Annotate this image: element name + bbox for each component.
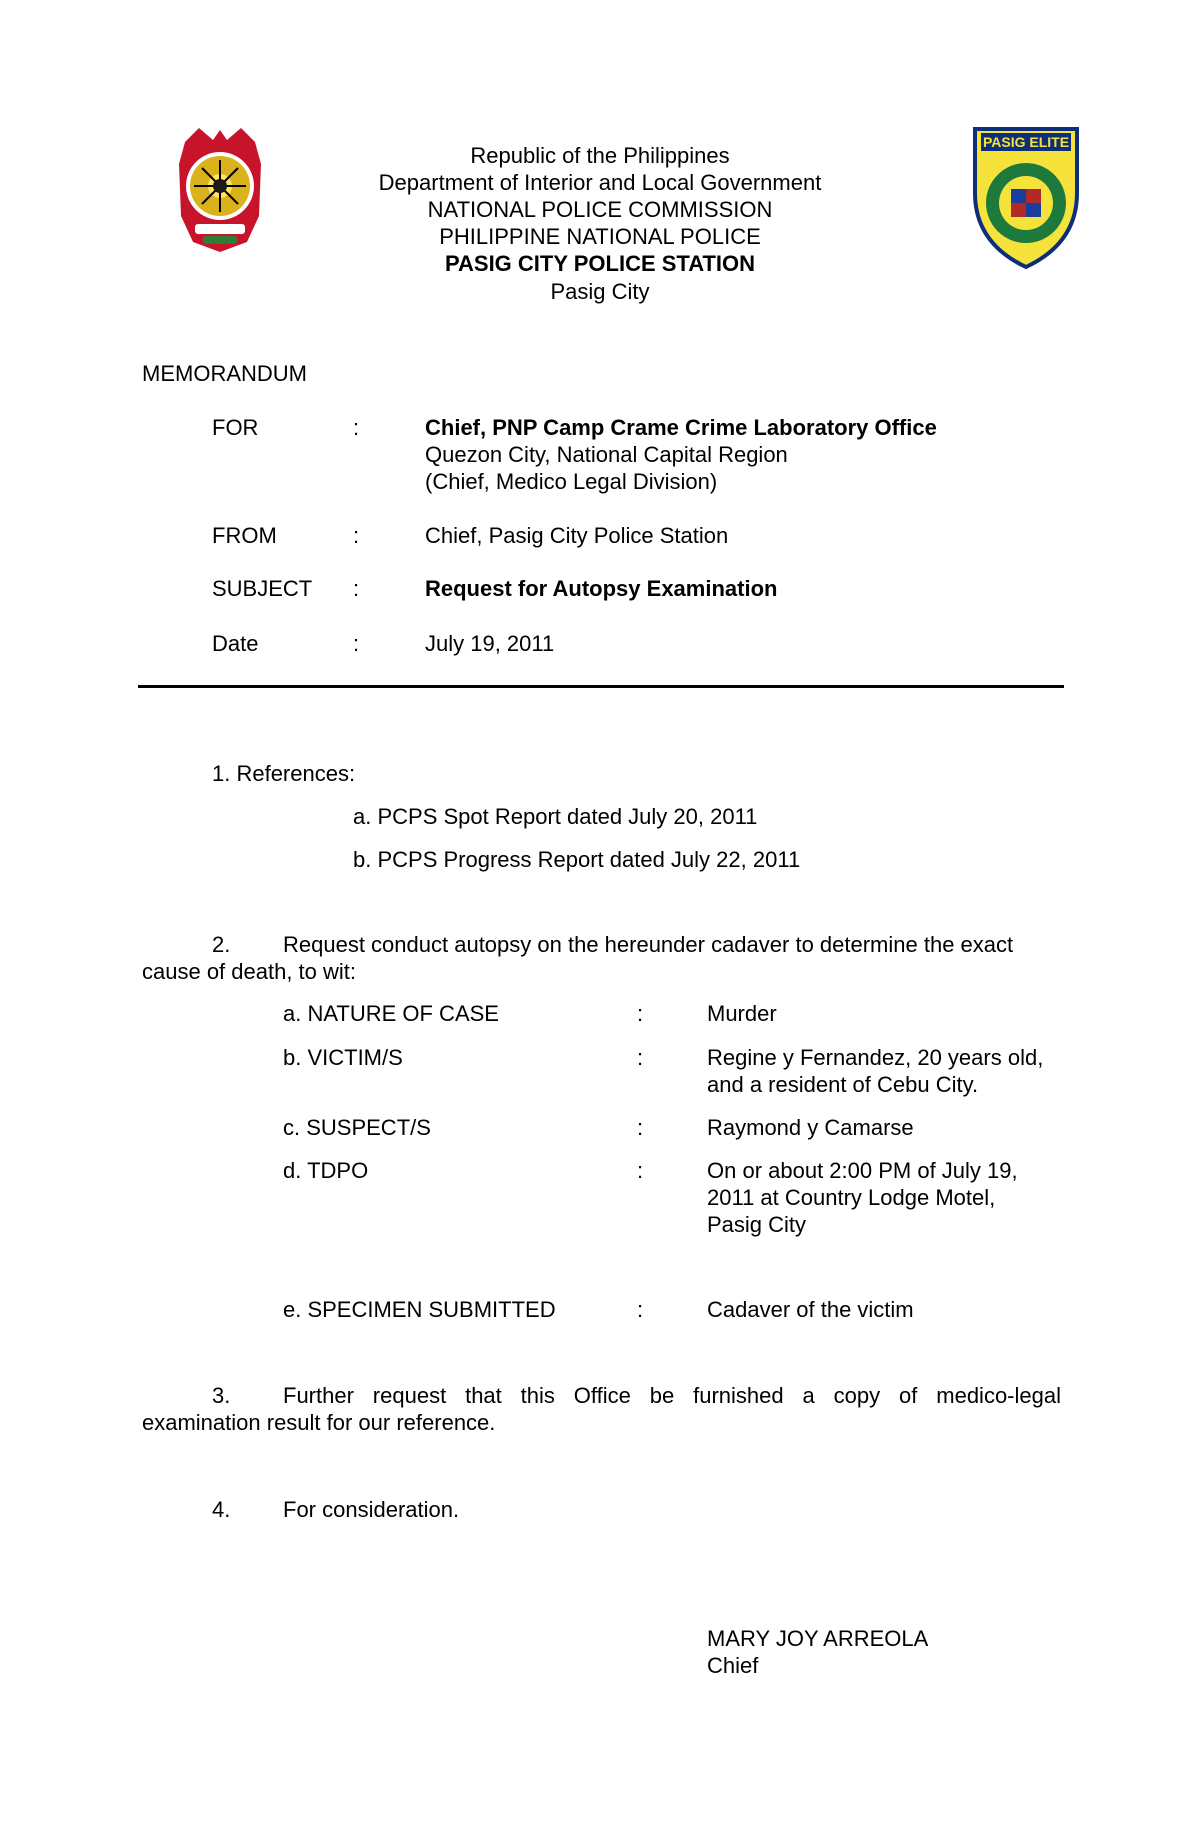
for-division: (Chief, Medico Legal Division) bbox=[425, 469, 718, 494]
item-suspect-colon: : bbox=[637, 1115, 644, 1140]
paragraph-3-line-2: examination result for our reference. bbox=[142, 1410, 496, 1435]
item-nature-colon: : bbox=[637, 1001, 644, 1026]
from-colon: : bbox=[353, 523, 360, 548]
item-nature-value: Murder bbox=[707, 1001, 777, 1026]
item-tdpo-label: d. TDPO bbox=[283, 1158, 369, 1183]
signatory-name: MARY JOY ARREOLA bbox=[707, 1626, 929, 1651]
reference-b: b. PCPS Progress Report dated July 22, 2011 bbox=[353, 847, 801, 872]
item-suspect-value: Raymond y Camarse bbox=[707, 1115, 914, 1140]
paragraph-2-line-2: cause of death, to wit: bbox=[142, 959, 357, 984]
header-station: PASIG CITY POLICE STATION bbox=[444, 251, 756, 276]
subject-label: SUBJECT bbox=[212, 576, 313, 601]
item-specimen-label: e. SPECIMEN SUBMITTED bbox=[283, 1297, 556, 1322]
paragraph-2-number: 2. bbox=[212, 932, 231, 957]
for-location: Quezon City, National Capital Region bbox=[425, 442, 788, 467]
header-republic: Republic of the Philippines bbox=[470, 143, 730, 168]
header-city: Pasig City bbox=[550, 279, 650, 304]
header-pnp: PHILIPPINE NATIONAL POLICE bbox=[439, 224, 761, 249]
paragraph-4-text: For consideration. bbox=[283, 1497, 460, 1522]
header-divider bbox=[138, 685, 1064, 688]
date-value: July 19, 2011 bbox=[425, 631, 555, 656]
for-colon: : bbox=[353, 415, 360, 440]
paragraph-3-line-1: Further request that this Office be furnished a copy of medico-legal bbox=[283, 1383, 1061, 1408]
item-tdpo-value-3: Pasig City bbox=[707, 1212, 807, 1237]
subject-colon: : bbox=[353, 576, 360, 601]
item-specimen-colon: : bbox=[637, 1297, 644, 1322]
subject-value: Request for Autopsy Examination bbox=[425, 576, 778, 601]
item-victim-value-1: Regine y Fernandez, 20 years old, bbox=[707, 1045, 1044, 1070]
item-specimen-value: Cadaver of the victim bbox=[707, 1297, 914, 1322]
item-victim-value-2: and a resident of Cebu City. bbox=[707, 1072, 979, 1097]
item-tdpo-colon: : bbox=[637, 1158, 644, 1183]
header-department: Department of Interior and Local Government bbox=[378, 170, 822, 195]
svg-text:PASIG ELITE: PASIG ELITE bbox=[982, 134, 1070, 150]
date-colon: : bbox=[353, 631, 360, 656]
for-label: FOR bbox=[212, 415, 259, 440]
paragraph-4-number: 4. bbox=[212, 1497, 231, 1522]
from-label: FROM bbox=[212, 523, 277, 548]
item-victim-label: b. VICTIM/S bbox=[283, 1045, 403, 1070]
signatory-title: Chief bbox=[707, 1653, 759, 1678]
paragraph-3-number: 3. bbox=[212, 1383, 231, 1408]
item-tdpo-value-2: 2011 at Country Lodge Motel, bbox=[707, 1185, 996, 1210]
paragraph-2-line-1: Request conduct autopsy on the hereunder cadaver to determine the exact bbox=[283, 932, 1014, 957]
memo-title: MEMORANDUM bbox=[142, 361, 307, 386]
from-value: Chief, Pasig City Police Station bbox=[425, 523, 729, 548]
reference-a: a. PCPS Spot Report dated July 20, 2011 bbox=[353, 804, 758, 829]
for-addressee: Chief, PNP Camp Crame Crime Laboratory Office bbox=[425, 415, 937, 440]
item-tdpo-value-1: On or about 2:00 PM of July 19, bbox=[707, 1158, 1018, 1183]
item-suspect-label: c. SUSPECT/S bbox=[283, 1115, 431, 1140]
date-label: Date bbox=[212, 631, 259, 656]
item-nature-label: a. NATURE OF CASE bbox=[283, 1001, 499, 1026]
item-victim-colon: : bbox=[637, 1045, 644, 1070]
header-napolcom: NATIONAL POLICE COMMISSION bbox=[427, 197, 773, 222]
references-heading: 1. References: bbox=[212, 761, 356, 786]
